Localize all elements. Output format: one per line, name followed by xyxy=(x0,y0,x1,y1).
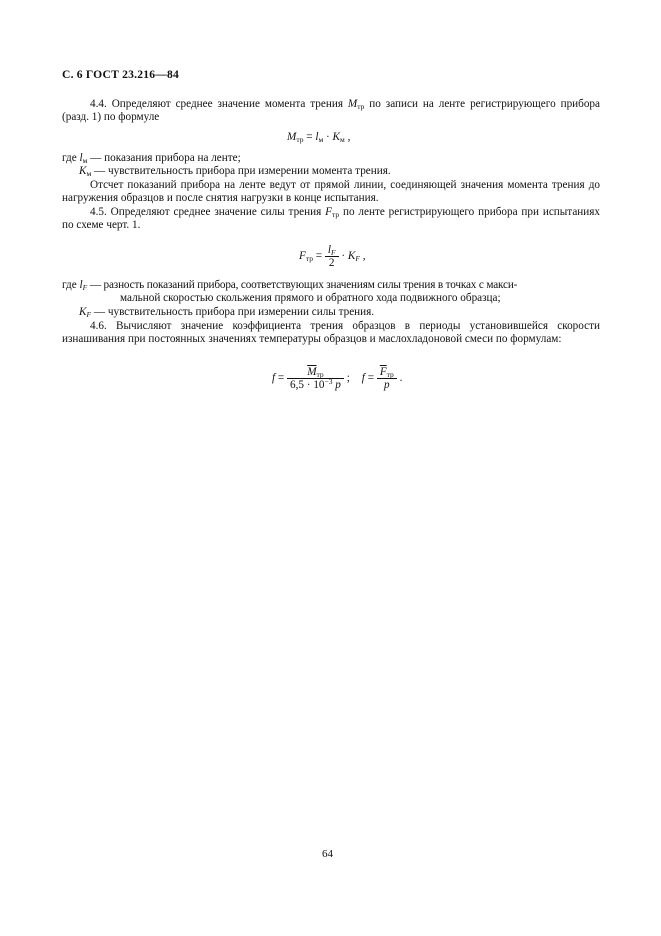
section-4-5-paragraph xyxy=(62,206,600,233)
formula-3-f1-lhs: f xyxy=(272,372,276,385)
definition-text: — показания прибора на ленте; xyxy=(87,152,241,164)
definition-prefix: где xyxy=(62,152,80,164)
formula-3-f2-denominator: p xyxy=(384,379,390,391)
formula-3-f2-lhs: f xyxy=(361,372,365,385)
formula-2-num: l xyxy=(327,244,331,256)
formula-1-tail: , xyxy=(344,131,351,143)
formula-2-tail: , xyxy=(359,250,366,263)
formula-3-f2-num: $\overline{F}$ xyxy=(379,366,387,378)
formula-3-f1-numerator xyxy=(287,366,344,379)
formula-1-eq: = xyxy=(303,131,316,143)
definitions-1 xyxy=(62,152,600,179)
formula-2-dot: · xyxy=(338,250,348,263)
formula-2-fraction xyxy=(325,244,339,269)
section-4-5-text-after: по ленте регистрирующего прибора при испытаниях по схеме черт. 1. xyxy=(62,206,600,232)
page-header: С. 6 ГОСТ 23.216—84 xyxy=(62,68,179,81)
formula-3-fraction-1 xyxy=(287,366,344,391)
paragraph-reading-text: Отсчет показаний прибора на ленте ведут от прямой линии, соединяющей значения момента трения до нагружения образцов и после снятия нагрузки в конце испытания. xyxy=(62,179,600,205)
definition-row xyxy=(62,165,600,178)
section-4-4-text-after: по записи на ленте регистрирующего прибора (разд. 1) по формуле xyxy=(62,98,600,124)
formula-moment xyxy=(287,131,350,144)
formula-3-f2-num-sub: тр xyxy=(386,370,394,379)
formula-1-b-sub: м xyxy=(340,135,345,144)
definition-symbol-sub: F xyxy=(82,283,88,292)
symbol-m: M xyxy=(347,98,358,110)
formula-1-lhs: M xyxy=(287,131,297,143)
definition-row-continued xyxy=(62,292,600,305)
formula-3-f1-den-a: 6,5 · 10 xyxy=(290,379,325,391)
symbol-f-sub: тр xyxy=(331,210,340,219)
formula-3-eq: = xyxy=(275,372,288,385)
definition-symbol: l xyxy=(79,279,83,291)
section-4-5 xyxy=(62,206,600,233)
formula-2-lhs-sub: тр xyxy=(305,254,313,264)
definition-symbol-sub: F xyxy=(86,309,92,319)
formula-1-a-sub: м xyxy=(318,135,324,144)
formula-3-f1-denominator xyxy=(287,379,344,391)
section-4-5-text-before: 4.5. Определяют среднее значение силы трения xyxy=(90,206,326,218)
formula-3-eq-2: = xyxy=(364,372,377,385)
paragraph-reading xyxy=(62,179,600,206)
formula-1-lhs-sub: тр xyxy=(296,135,304,144)
section-4-4 xyxy=(62,98,600,125)
formula-2-numerator xyxy=(325,244,339,257)
formula-3-f1-den-exp: −3 xyxy=(324,377,333,386)
section-4-6 xyxy=(62,320,600,347)
formula-friction-force xyxy=(299,244,366,269)
definition-text: — разность показаний прибора, соответствующих значениям силы трения в точках с макси- xyxy=(87,279,518,291)
formula-3-sep: ; xyxy=(343,372,350,385)
formula-2-eq: = xyxy=(312,250,325,263)
definition-text: — чувствительность прибора при измерении силы трения. xyxy=(91,305,375,318)
formula-3-fraction-2 xyxy=(377,366,397,391)
section-4-4-text-before: 4.4. Определяют среднее значение момента трения xyxy=(90,98,348,110)
symbol-m-sub: тр xyxy=(357,102,365,111)
formula-2-b: K xyxy=(347,250,356,263)
definition-symbol: K xyxy=(79,165,87,178)
formula-2-num-sub: F xyxy=(330,248,336,257)
definition-prefix: где xyxy=(62,279,80,291)
definition-symbol: K xyxy=(79,305,87,318)
definition-symbol-sub: м xyxy=(86,169,92,179)
formula-3-f1-den-b: p xyxy=(332,379,341,391)
definition-symbol-sub: м xyxy=(82,156,88,165)
formula-3-f2-numerator xyxy=(377,366,397,379)
definition-symbol: l xyxy=(79,152,83,164)
definition-text: мальной скоростью скольжения прямого и обратного хода подвижного образца; xyxy=(120,292,501,305)
formula-2-lhs: F xyxy=(299,250,306,263)
definitions-2 xyxy=(62,279,600,319)
definition-row xyxy=(62,279,600,292)
formula-3-tail: . xyxy=(396,372,403,385)
definition-row xyxy=(62,152,600,165)
page-number: 64 xyxy=(322,848,333,860)
formula-2-b-sub: F xyxy=(355,254,360,264)
section-4-6-text: 4.6. Вычисляют значение коэффициента трения образцов в периоды установившейся скорости изнашивания при постоянных значениях температуры образцов и маслохладоновой смеси по формулам: xyxy=(62,320,600,346)
formula-1-dot: · xyxy=(323,131,333,143)
symbol-f: F xyxy=(325,206,332,218)
formula-friction-coefficient xyxy=(272,366,402,391)
definition-text: — чувствительность прибора при измерении момента трения. xyxy=(91,165,391,178)
section-4-4-paragraph xyxy=(62,98,600,125)
formula-1-b: K xyxy=(332,131,341,143)
formula-3-f1-num: $\overline{M}$ xyxy=(307,366,317,378)
formula-3-f1-num-sub: тр xyxy=(316,370,324,379)
formula-2-denominator: 2 xyxy=(328,257,335,269)
formula-1-a: l xyxy=(315,131,319,143)
definition-row xyxy=(62,306,600,319)
